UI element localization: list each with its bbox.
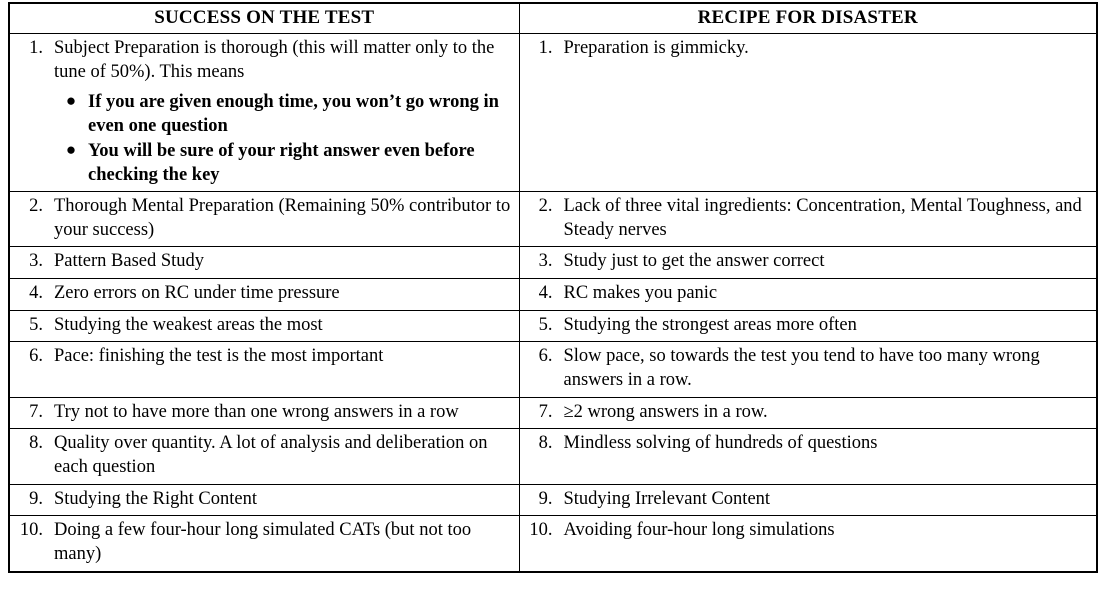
list-item-text: Quality over quantity. A lot of analysis and deliberation on each question (54, 433, 488, 477)
list-item-text: Mindless solving of hundreds of questions (563, 433, 878, 454)
list-item (520, 34, 1097, 65)
table-row (9, 516, 1097, 572)
table-row (9, 191, 1097, 246)
table-row (9, 484, 1097, 516)
list-item-text: Study just to get the answer correct (563, 251, 825, 272)
cell-success-2 (9, 191, 519, 246)
cell-success-10 (9, 516, 519, 572)
list-item (10, 342, 519, 373)
list-item-number: 10. (19, 520, 43, 541)
list-item-text: Studying the weakest areas the most (54, 314, 323, 335)
cell-disaster-10 (519, 516, 1097, 572)
cell-disaster-1 (519, 34, 1097, 192)
cell-disaster-3 (519, 247, 1097, 279)
table-row (9, 247, 1097, 279)
list-item (520, 398, 1097, 429)
list-item (520, 247, 1097, 278)
table-row (9, 397, 1097, 429)
list-item-number: 4. (538, 282, 553, 303)
bullet-dot-icon: ● (65, 139, 77, 159)
list-item (520, 342, 1097, 396)
cell-success-5 (9, 310, 519, 342)
cell-success-7 (9, 397, 519, 429)
list-item-number: 6. (29, 346, 43, 367)
list-item (520, 485, 1097, 516)
table-row (9, 342, 1097, 397)
list-item (10, 516, 519, 570)
list-item (10, 429, 519, 483)
list-item-number: 8. (29, 433, 43, 454)
list-item-number: 9. (29, 488, 43, 509)
list-item-number: 3. (538, 251, 553, 272)
list-item-number: 9. (538, 488, 553, 509)
list-item-number: 7. (538, 401, 553, 422)
comparison-table (8, 2, 1098, 573)
list-item (54, 138, 519, 187)
list-item (520, 192, 1097, 246)
list-item-text: Preparation is gimmicky. (563, 38, 749, 59)
list-item-number: 1. (538, 38, 553, 59)
list-item-text: ≥2 wrong answers in a row. (563, 401, 768, 422)
cell-success-6 (9, 342, 519, 397)
list-item (520, 279, 1097, 310)
list-item-number: 10. (529, 520, 553, 541)
list-item-text: Slow pace, so towards the test you tend to have too many wrong answers in a row. (563, 346, 1040, 390)
list-item-text: Studying the Right Content (54, 488, 257, 509)
list-item (520, 429, 1097, 460)
column-header-success: SUCCESS ON THE TEST (9, 3, 519, 34)
list-item-number: 5. (29, 314, 43, 335)
list-item-text: Studying the strongest areas more often (563, 314, 857, 335)
list-item (520, 311, 1097, 342)
cell-disaster-4 (519, 278, 1097, 310)
list-item-text: Thorough Mental Preparation (Remaining 50% contributor to your success) (54, 195, 511, 240)
list-item-text: Avoiding four-hour long simulations (563, 520, 835, 541)
cell-success-9 (9, 484, 519, 516)
bullet-text: If you are given enough time, you won’t go wrong in even one question (88, 91, 499, 136)
list-item-number: 4. (29, 282, 43, 303)
cell-success-4 (9, 278, 519, 310)
cell-disaster-2 (519, 191, 1097, 246)
cell-disaster-8 (519, 429, 1097, 484)
list-item-number: 8. (538, 433, 553, 454)
list-item-text: Pace: finishing the test is the most important (54, 346, 384, 367)
list-item (10, 311, 519, 342)
list-item-number: 5. (538, 314, 553, 335)
list-item-text: Subject Preparation is thorough (this will matter only to the tune of 50%). This means (54, 38, 495, 83)
list-item-text: Studying Irrelevant Content (563, 488, 771, 509)
list-item (10, 247, 519, 278)
list-item-text: Doing a few four-hour long simulated CATs (but not too many) (54, 520, 472, 564)
column-header-disaster: RECIPE FOR DISASTER (519, 3, 1097, 34)
table-body (9, 34, 1097, 572)
table-row (9, 34, 1097, 192)
list-item-number: 7. (29, 401, 43, 422)
list-item-number: 2. (29, 195, 43, 216)
table-header-row (9, 3, 1097, 34)
cell-disaster-7 (519, 397, 1097, 429)
table-header (9, 3, 1097, 34)
list-item-number: 2. (538, 195, 553, 216)
table-row (9, 310, 1097, 342)
table-row (9, 429, 1097, 484)
cell-disaster-9 (519, 484, 1097, 516)
sub-bullet-list-wrapper (10, 89, 519, 191)
list-item-text: Try not to have more than one wrong answers in a row (54, 401, 459, 422)
list-item-text: Lack of three vital ingredients: Concentration, Mental Toughness, and Steady nerves (563, 195, 1082, 240)
list-item-text: Zero errors on RC under time pressure (54, 282, 340, 303)
cell-success-8 (9, 429, 519, 484)
cell-disaster-5 (519, 310, 1097, 342)
list-item-text: RC makes you panic (563, 282, 718, 303)
list-item (10, 485, 519, 516)
bullet-dot-icon: ● (65, 90, 77, 110)
list-item (10, 279, 519, 310)
cell-success-1 (9, 34, 519, 192)
list-item-number: 3. (29, 251, 43, 272)
cell-success-3 (9, 247, 519, 279)
list-item-text: Pattern Based Study (54, 251, 205, 272)
list-item (54, 89, 519, 138)
list-item-number: 6. (538, 346, 553, 367)
bullet-text: You will be sure of your right answer even before checking the key (88, 140, 475, 185)
list-item (520, 516, 1097, 547)
table-row (9, 278, 1097, 310)
list-item-number: 1. (29, 38, 43, 59)
list-item (10, 398, 519, 429)
bullet-list (54, 89, 519, 187)
list-item (10, 192, 519, 246)
list-item (10, 34, 519, 88)
cell-disaster-6 (519, 342, 1097, 397)
